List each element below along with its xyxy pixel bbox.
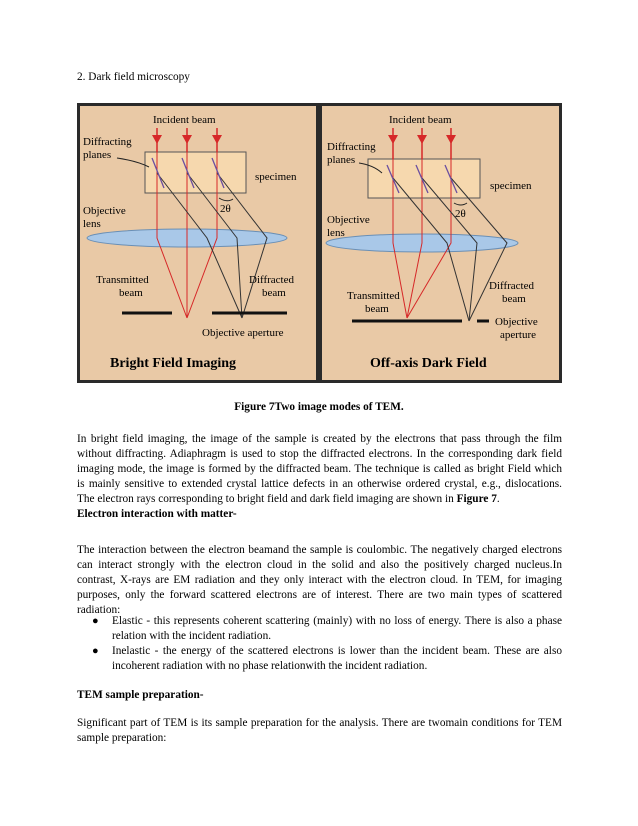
right-label-diffracting-1: Diffracting	[327, 141, 376, 153]
left-label-specimen: specimen	[255, 171, 297, 183]
paragraph-line: without diffracting. Adiaphragm is used to stop the diffracted electrons. In the corresponding dark field	[77, 448, 562, 460]
paragraph-line: is mainly sensitive to extended crystal lattice defects in an otherwise ordered crystal, e.g., dislocations.	[77, 478, 562, 490]
dark-field-panel	[322, 106, 559, 380]
bullet-line: incoherent radiation with no phase relationwith the incident radiation.	[112, 660, 428, 672]
paragraph-line: can interact strongly with the electron cloud in the solid and also the positively charged nucleus.In	[77, 559, 562, 571]
right-label-objective-1: Objective	[327, 214, 370, 226]
right-label-aperture-2: aperture	[500, 329, 537, 341]
figure-reference-link[interactable]: Figure 7	[456, 493, 497, 505]
bullet-line: Elastic - this represents coherent scattering (mainly) with no loss of energy. There is also a phase	[112, 615, 562, 627]
section-heading: 2. Dark field microscopy	[77, 71, 190, 83]
left-label-transmitted-2: beam	[119, 287, 143, 299]
heading-electron-interaction: Electron interaction with matter-	[77, 508, 237, 520]
right-label-objective-2: lens	[327, 227, 345, 239]
left-specimen-block	[145, 152, 246, 193]
paragraph-line: In bright field imaging, the image of the sample is created by the electrons that pass through the film	[77, 433, 562, 445]
paragraph-line: imaging mode, the image is formed by the diffracted beam. The technique is called as bright Field which	[77, 463, 562, 475]
bright-field-panel	[80, 106, 316, 380]
left-label-angle: 2θ	[220, 203, 231, 215]
left-label-diffracting-2: planes	[83, 149, 112, 161]
right-label-diffracted-2: beam	[502, 293, 526, 305]
right-footer-title: Off-axis Dark Field	[370, 356, 487, 371]
bullet-dot-icon: ●	[92, 615, 99, 627]
right-label-aperture-1: Objective	[495, 316, 538, 328]
paragraph-line: sample preparation:	[77, 732, 167, 744]
bullet-line: Inelastic - the energy of the scattered electrons is lower than the incident beam. These are also	[112, 645, 562, 657]
left-label-objective-2: lens	[83, 218, 101, 230]
right-label-incident: Incident beam	[389, 114, 452, 126]
tem-imaging-figure	[77, 103, 562, 383]
left-footer-title: Bright Field Imaging	[110, 356, 237, 371]
right-label-diffracted-1: Diffracted	[489, 280, 534, 292]
paragraph-line: Significant part of TEM is its sample preparation for the analysis. There are twomain conditions for TEM	[77, 717, 562, 729]
right-label-specimen: specimen	[490, 180, 532, 192]
paragraph-line	[77, 492, 562, 507]
paragraph-text: The electron rays corresponding to bright field and dark field imaging are shown in	[77, 493, 457, 505]
bullet-line: relation with the incident radiation.	[112, 630, 272, 642]
left-label-diffracted-1: Diffracted	[249, 274, 294, 286]
figure-caption: Figure 7Two image modes of TEM.	[234, 401, 404, 413]
left-label-transmitted-1: Transmitted	[96, 274, 149, 286]
right-label-angle: 2θ	[455, 208, 466, 220]
heading-tem-sample-prep: TEM sample preparation-	[77, 689, 204, 701]
left-label-objective-1: Objective	[83, 205, 126, 217]
right-label-transmitted-1: Transmitted	[347, 290, 400, 302]
right-label-diffracting-2: planes	[327, 154, 356, 166]
left-label-aperture: Objective aperture	[202, 327, 284, 339]
paragraph-line: The interaction between the electron beamand the sample is coulombic. The negatively charged electrons	[77, 544, 562, 556]
right-label-transmitted-2: beam	[365, 303, 389, 315]
paragraph-text: .	[496, 493, 500, 505]
left-label-incident: Incident beam	[153, 114, 216, 126]
bullet-dot-icon: ●	[92, 645, 99, 657]
paragraph-line: contrast, X-rays are EM radiation and they only interact with the electron cloud. In TEM, for imaging	[77, 574, 562, 586]
left-label-diffracting-1: Diffracting	[83, 136, 132, 148]
left-label-diffracted-2: beam	[262, 287, 286, 299]
paragraph-line: purposes, only the forward scattered electrons are of interest. There are two main types of scattered	[77, 589, 562, 601]
paragraph-line: radiation:	[77, 604, 121, 616]
